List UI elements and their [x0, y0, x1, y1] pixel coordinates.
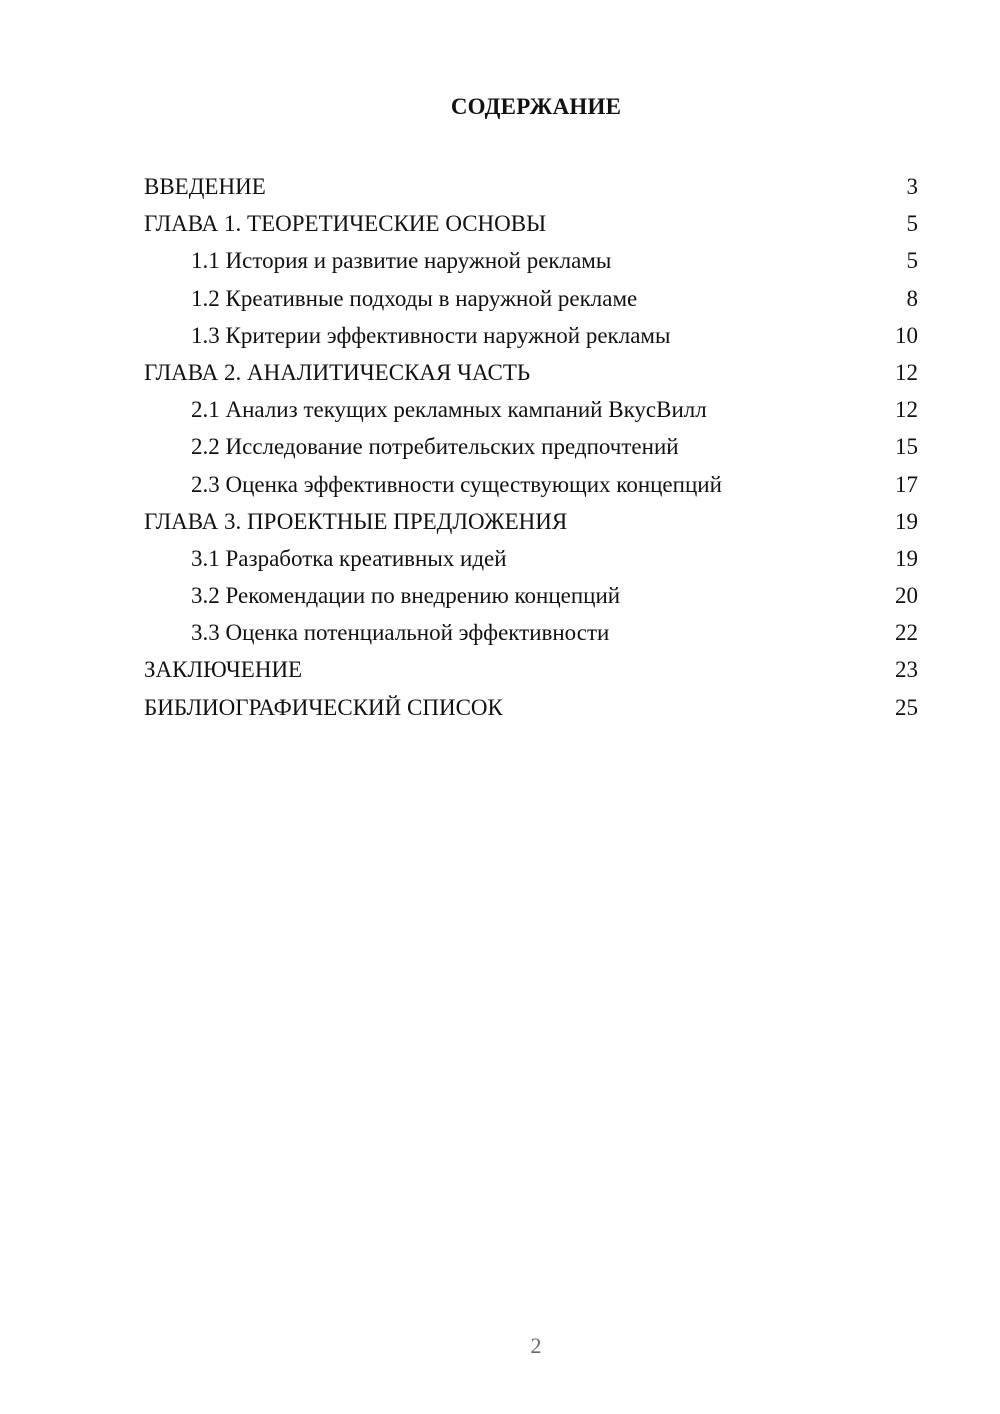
toc-page-number: 25 [895, 694, 918, 720]
toc-page-number: 20 [895, 583, 918, 609]
toc-label: ЗАКЛЮЧЕНИЕ [144, 657, 303, 683]
toc-label: 2.1 Анализ текущих рекламных кампаний ВкусВилл [191, 397, 707, 423]
toc-label: 1.2 Креативные подходы в наружной рекламе [191, 285, 638, 311]
toc-row[interactable] [144, 280, 918, 317]
toc-row[interactable] [144, 577, 918, 614]
toc-row[interactable] [144, 428, 918, 465]
toc-row[interactable] [144, 242, 918, 279]
toc-page-number: 3 [906, 174, 918, 199]
toc-row[interactable] [144, 168, 918, 205]
toc-label: 2.3 Оценка эффективности существующих концепций [191, 471, 722, 497]
toc-label: БИБЛИОГРАФИЧЕСКИЙ СПИСОК [144, 694, 503, 720]
toc-row[interactable] [144, 466, 918, 503]
toc-label: ГЛАВА 1. ТЕОРЕТИЧЕСКИЕ ОСНОВЫ [144, 211, 547, 237]
toc-page-number: 5 [906, 211, 918, 237]
toc-label: ГЛАВА 3. ПРОЕКТНЫЕ ПРЕДЛОЖЕНИЯ [144, 508, 568, 534]
toc-label: 1.3 Критерии эффективности наружной рекламы [191, 322, 671, 348]
toc-label: 3.2 Рекомендации по внедрению концепций [191, 583, 621, 609]
toc-row[interactable] [144, 503, 918, 540]
toc-row[interactable] [144, 540, 918, 577]
toc-page-number: 12 [895, 359, 918, 385]
toc-label: 3.3 Оценка потенциальной эффективности [191, 620, 610, 646]
toc-page-number: 19 [895, 545, 918, 571]
toc-page-number: 8 [906, 285, 918, 311]
toc-row[interactable] [144, 614, 918, 651]
toc-row[interactable] [144, 354, 918, 391]
table-of-contents [144, 168, 918, 726]
toc-label: 2.2 Исследование потребительских предпочтений [191, 434, 679, 460]
toc-page-number: 19 [895, 508, 918, 534]
footer-page-number: 2 [530, 1333, 542, 1358]
toc-row[interactable] [144, 391, 918, 428]
toc-label: 3.1 Разработка креативных идей [191, 545, 507, 571]
toc-page-number: 23 [895, 657, 918, 683]
toc-page-number: 22 [895, 620, 918, 646]
toc-row[interactable] [144, 205, 918, 242]
toc-page-number: 17 [895, 471, 918, 497]
toc-row[interactable] [144, 651, 918, 688]
toc-page-number: 10 [895, 322, 918, 348]
page-title: СОДЕРЖАНИЕ [450, 94, 622, 119]
toc-row[interactable] [144, 317, 918, 354]
toc-label: 1.1 История и развитие наружной рекламы [191, 248, 612, 274]
toc-label: ГЛАВА 2. АНАЛИТИЧЕСКАЯ ЧАСТЬ [144, 359, 531, 385]
toc-page-number: 12 [895, 397, 918, 423]
toc-page-number: 5 [906, 248, 918, 274]
toc-page-number: 15 [895, 434, 918, 460]
toc-row[interactable] [144, 689, 918, 726]
toc-label: ВВЕДЕНИЕ [144, 174, 266, 199]
